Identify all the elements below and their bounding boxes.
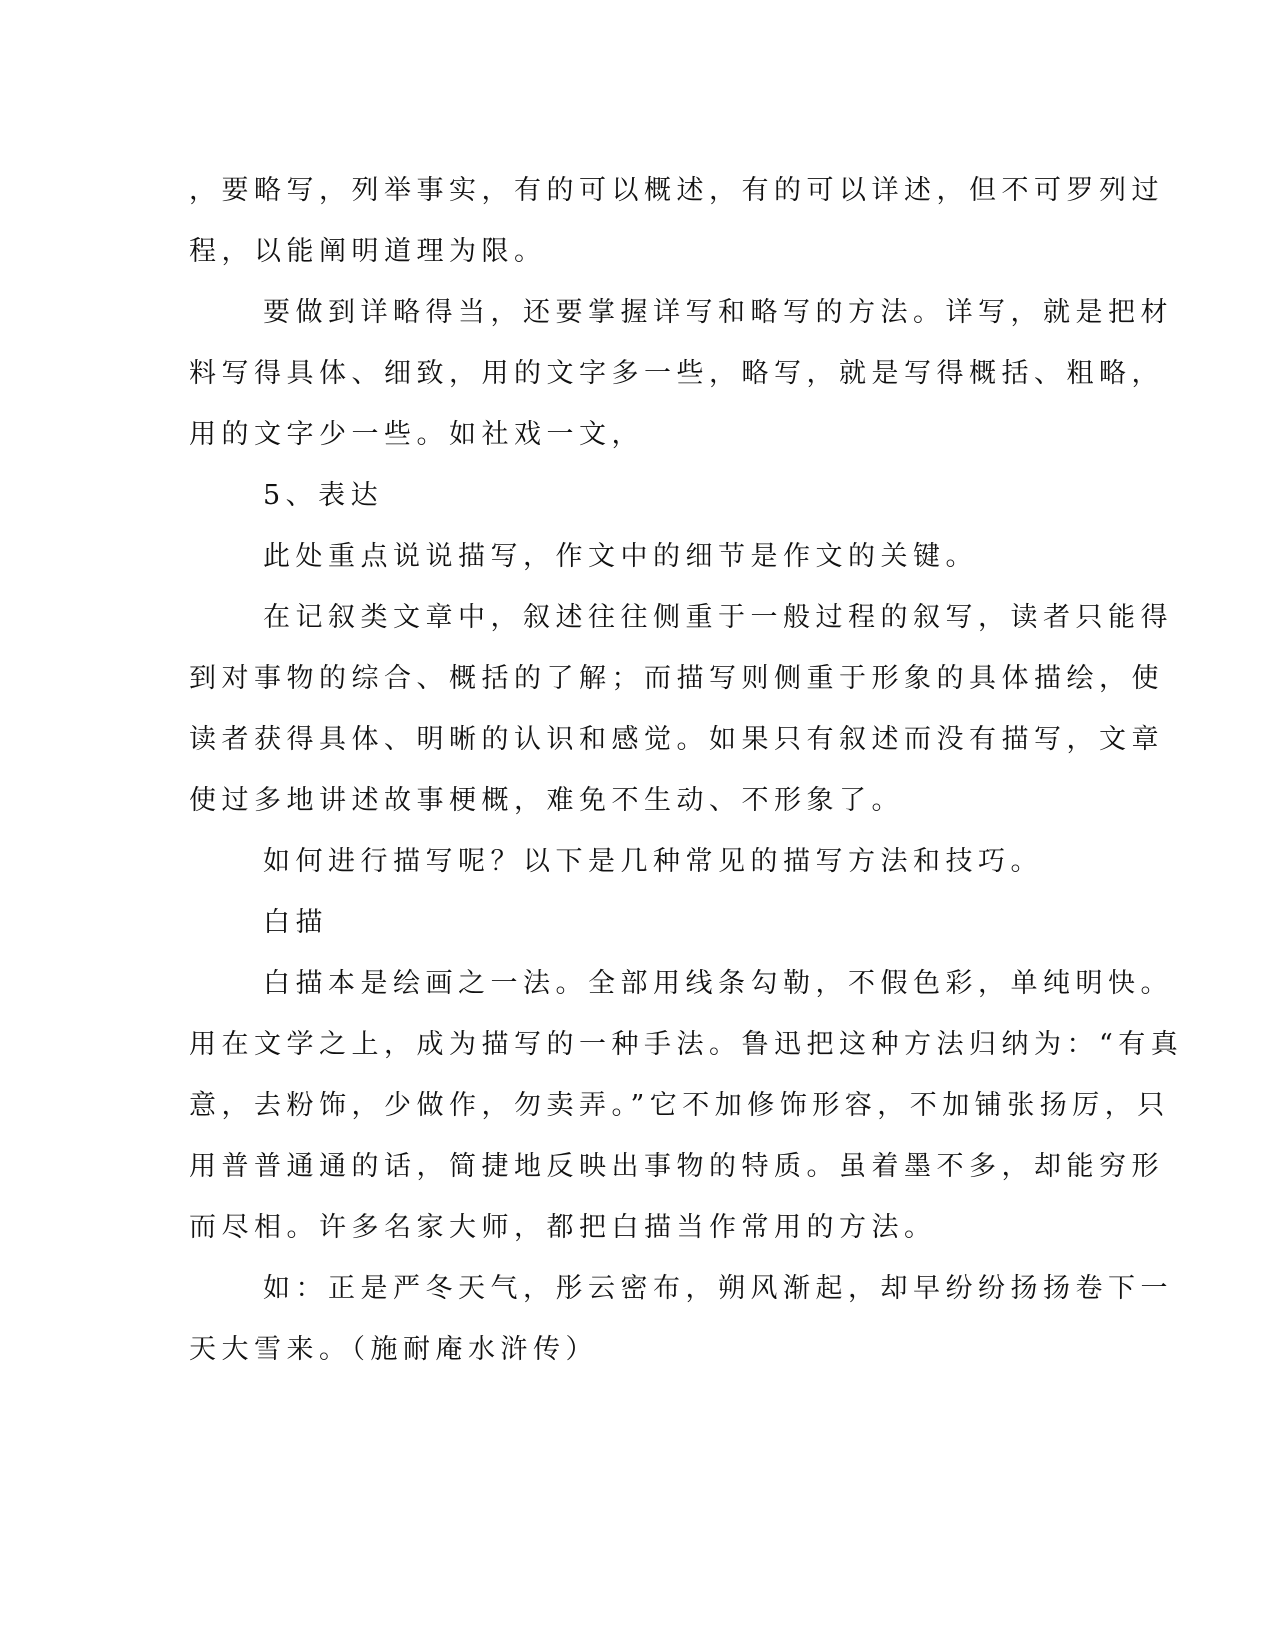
paragraph-1 (189, 160, 1164, 282)
text-line: 5、表达 (263, 480, 384, 511)
text-line: 天大雪来。（施耐庵水浒传） (189, 1334, 598, 1365)
text-line: ，要略写，列举事实，有的可以概述，有的可以详述，但不可罗列过 (189, 175, 1164, 206)
text-line: 程，以能阐明道理为限。 (189, 236, 547, 267)
paragraph-8 (189, 953, 1184, 1258)
text-line: 读者获得具体、明晰的认识和感觉。如果只有叙述而没有描写，文章 (189, 724, 1164, 755)
paragraph-6 (189, 831, 1089, 892)
text-line: 如何进行描写呢？以下是几种常见的描写方法和技巧。 (263, 846, 1043, 877)
text-line: 如：正是严冬天气，彤云密布，朔风渐起，却早纷纷扬扬卷下一 (263, 1273, 1173, 1304)
text-line: 用在文学之上，成为描写的一种手法。鲁迅把这种方法归纳为：“有真 (189, 1029, 1184, 1060)
text-line: 此处重点说说描写，作文中的细节是作文的关键。 (263, 541, 978, 572)
text-line: 意，去粉饰，少做作，勿卖弄。”它不加修饰形容，不加铺张扬厉，只 (189, 1090, 1170, 1121)
text-line: 而尽相。许多名家大师，都把白描当作常用的方法。 (189, 1212, 937, 1243)
text-line: 用普普通通的话，简捷地反映出事物的特质。虽着墨不多，却能穷形 (189, 1151, 1164, 1182)
text-line: 到对事物的综合、概括的了解；而描写则侧重于形象的具体描绘，使 (189, 663, 1164, 694)
text-line: 用的文字少一些。如社戏一文， (189, 419, 644, 450)
text-line: 要做到详略得当，还要掌握详写和略写的方法。详写，就是把材 (263, 297, 1173, 328)
text-line: 料写得具体、细致，用的文字多一些，略写，就是写得概括、粗略， (189, 358, 1164, 389)
document-body (189, 160, 1184, 1380)
section-heading-expression (189, 465, 1089, 526)
paragraph-4 (189, 526, 1089, 587)
text-line: 白描本是绘画之一法。全部用线条勾勒，不假色彩，单纯明快。 (263, 968, 1173, 999)
text-line: 白描 (263, 907, 328, 938)
section-heading-baimiao (189, 892, 1089, 953)
paragraph-2 (189, 282, 1173, 465)
paragraph-5 (189, 587, 1173, 831)
text-line: 使过多地讲述故事梗概，难免不生动、不形象了。 (189, 785, 904, 816)
text-line: 在记叙类文章中，叙述往往侧重于一般过程的叙写，读者只能得 (263, 602, 1173, 633)
paragraph-9 (189, 1258, 1173, 1380)
